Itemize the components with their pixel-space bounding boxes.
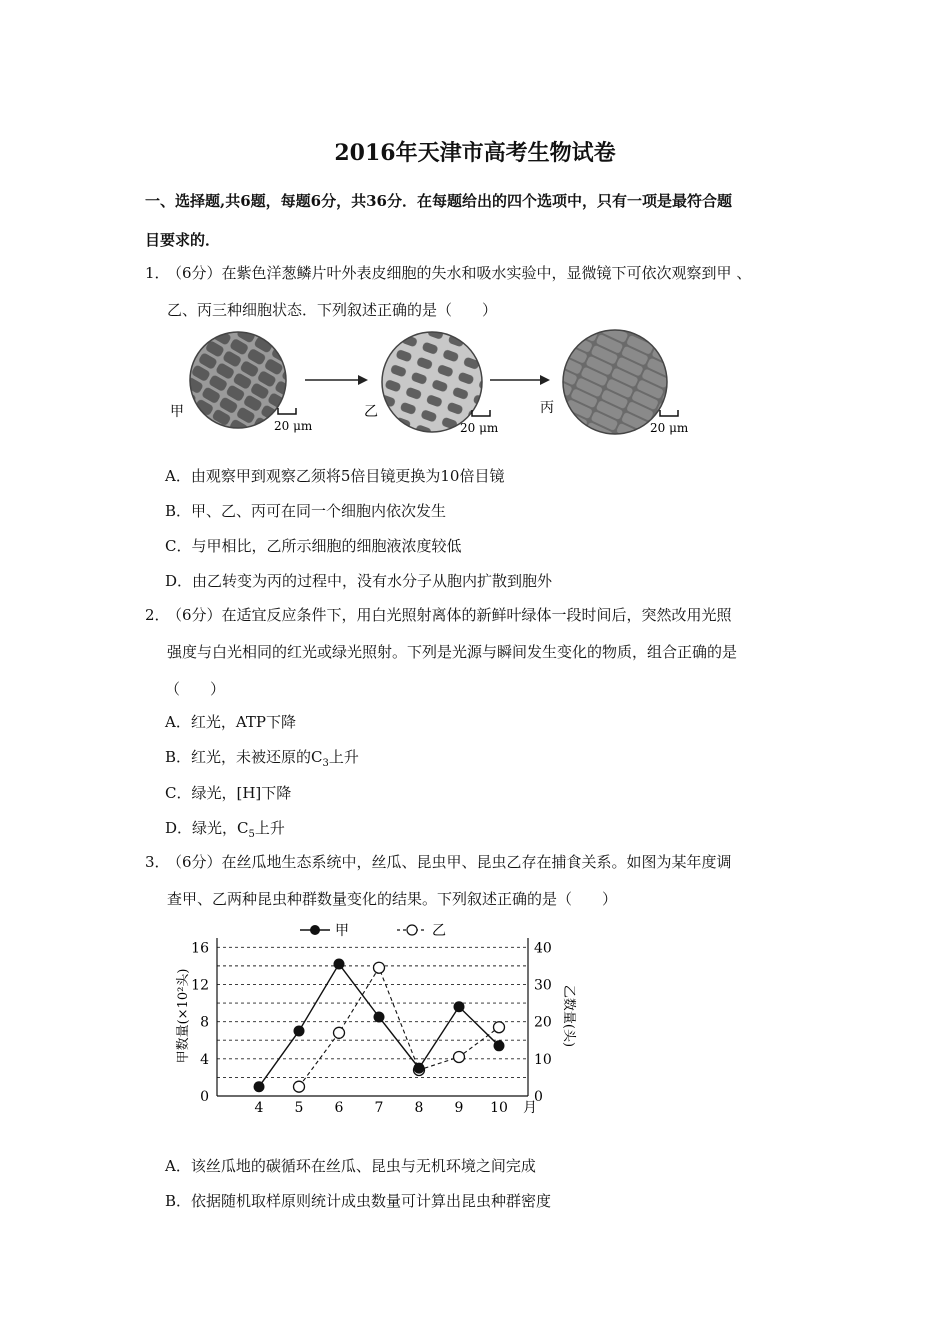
scale-bar [472,410,490,416]
x-tick: 9 [454,1100,464,1116]
y-tick-left: 8 [200,1014,209,1031]
y-tick-left: 4 [200,1051,209,1068]
x-axis-unit: 月 [523,1100,537,1116]
x-tick: 8 [414,1100,424,1116]
option-c: C．绿光，[H]下降 [165,784,292,802]
data-point-jia [374,1012,385,1023]
option-b: B．甲、乙、丙可在同一个细胞内依次发生 [165,502,447,520]
scale-label: 20 μm [650,421,689,435]
y-tick-right: 30 [534,977,552,994]
arrow-1-head [358,375,368,385]
data-point-yi [374,962,385,973]
x-tick: 10 [490,1100,508,1116]
x-tick: 6 [334,1100,344,1116]
data-point-yi [334,1027,345,1038]
scale-bar [278,408,296,414]
data-point-yi [294,1081,305,1092]
y-tick-left: 0 [200,1089,209,1105]
legend-label-jia: 甲 [335,923,349,939]
option-a: A．由观察甲到观察乙须将5倍目镜更换为10倍目镜 [165,467,505,485]
question-text-cont: 乙、丙三种细胞状态．下列叙述正确的是（ ） [167,301,498,319]
arrow-2-head [540,375,550,385]
option-c: C．与甲相比，乙所示细胞的细胞液浓度较低 [165,537,462,555]
cell-image-bing [563,330,667,434]
option-a: A．红光，ATP下降 [165,713,296,731]
question-text-cont: 强度与白光相同的红光或绿光照射。下列是光源与瞬间发生变化的物质，组合正确的是 [167,643,738,661]
data-point-jia [414,1063,425,1074]
question-number: 3． [145,853,170,871]
y-tick-left: 16 [191,940,209,957]
chart-grid [217,947,528,1077]
data-point-jia [294,1025,305,1036]
y-tick-right: 0 [534,1089,543,1105]
section-heading: 一、选择题,共6题，每题6分，共36分．在每题给出的四个选项中，只有一项是最符合题 [145,192,732,210]
option-b: B．红光，未被还原的$C_3$上升 [165,748,359,769]
question-text: （6分）在适宜反应条件下，用白光照射离体的新鲜叶绿体一段时间后，突然改用光照 [167,606,732,624]
question-number: 1． [145,264,170,282]
figure-label-yi: 乙 [364,404,378,420]
question-text-cont: 查甲、乙两种昆虫种群数量变化的结果。下列叙述正确的是（ ） [167,890,618,908]
cell-microscopy-figure [168,330,698,442]
x-tick: 4 [254,1100,264,1116]
option-b: B．依据随机取样原则统计成虫数量可计算出昆虫种群密度 [165,1192,552,1210]
y-tick-left: 12 [191,977,209,994]
data-point-yi [494,1022,505,1033]
chart-legend [300,923,446,939]
y-axis-right-label: 乙数量(头) [561,984,576,1048]
y-tick-right: 20 [534,1014,552,1031]
question-number: 2． [145,606,170,624]
cell-image-yi [382,332,482,432]
legend-label-yi: 乙 [432,923,446,939]
legend-marker-jia [310,925,320,935]
x-tick: 7 [374,1100,384,1116]
scale-bar [660,410,678,416]
data-point-jia [334,959,345,970]
cell-image-jia [190,332,286,428]
scale-label: 20 μm [274,419,313,433]
option-d: D．由乙转变为丙的过程中，没有水分子从胞内扩散到胞外 [165,572,553,590]
legend-marker-yi [407,925,417,935]
data-point-yi [454,1051,465,1062]
series-line-jia [259,964,499,1087]
figure-label-jia: 甲 [170,404,184,420]
y-axis-left-label: 甲数量(×10²头) [176,968,191,1064]
scale-label: 20 μm [460,421,499,435]
option-d: D．绿光，$C_5$上升 [165,819,285,840]
x-tick: 5 [294,1100,304,1116]
option-a: A．该丝瓜地的碳循环在丝瓜、昆虫与无机环境之间完成 [165,1157,536,1175]
answer-paren: （ ） [165,680,226,698]
population-chart [165,916,576,1126]
series-line-yi [299,968,499,1087]
data-point-jia [254,1081,265,1092]
page-title: 2016年天津市高考生物试卷 [334,140,616,166]
data-point-jia [494,1040,505,1051]
section-heading-cont: 目要求的． [145,231,221,249]
question-text: （6分）在丝瓜地生态系统中，丝瓜、昆虫甲、昆虫乙存在捕食关系。如图为某年度调 [167,853,732,871]
figure-label-bing: 丙 [540,400,554,416]
chart-series [254,959,505,1093]
y-tick-right: 40 [534,940,552,957]
question-text: （6分）在紫色洋葱鳞片叶外表皮细胞的失水和吸水实验中，显微镜下可依次观察到甲 、 [167,264,752,282]
data-point-jia [454,1001,465,1012]
y-tick-right: 10 [534,1051,552,1068]
